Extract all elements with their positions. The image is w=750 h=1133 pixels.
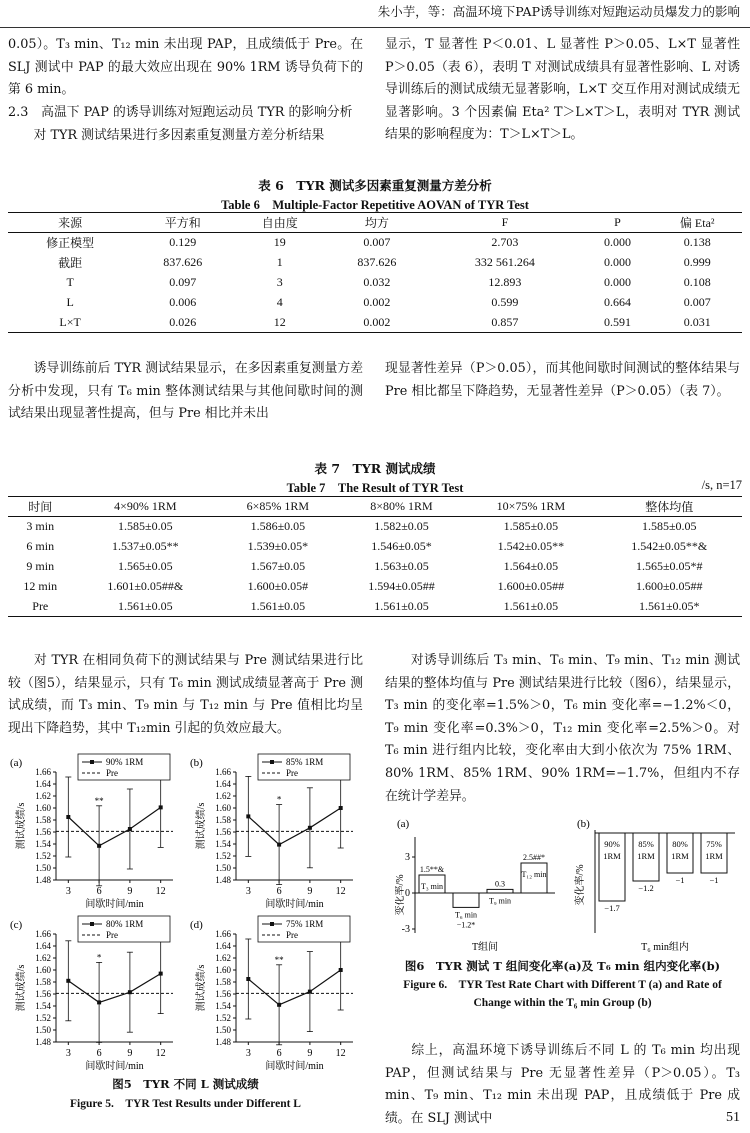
y-tick-label: 1.54	[215, 1001, 231, 1011]
table-cell: 1.567±0.05	[250, 559, 306, 573]
table7-header-cell: 4×90% 1RM	[114, 499, 177, 513]
legend-marker	[90, 922, 94, 926]
x-axis-label: T组间	[471, 942, 499, 953]
table-cell: 1.561±0.05*	[638, 598, 700, 613]
table6-header-cell: 来源	[58, 216, 83, 230]
x-tick-label: 12	[155, 1048, 166, 1059]
bar-value-label: −1	[709, 875, 719, 885]
y-tick-label: 1.58	[215, 815, 231, 825]
table6-header-cell: 自由度	[261, 216, 298, 230]
bar-category-label: 80%	[672, 839, 688, 849]
legend-label: 75% 1RM	[286, 919, 324, 929]
table-cell: 1.537±0.05**	[111, 539, 179, 553]
table6	[8, 212, 742, 333]
table-cell: 9 min	[26, 559, 55, 573]
significance-mark: *	[276, 794, 282, 805]
y-tick-label: 0	[405, 888, 410, 899]
y-tick-label: 1.62	[35, 953, 51, 963]
table-cell: 1.539±0.05*	[247, 539, 309, 553]
y-tick-label: 1.56	[35, 989, 51, 999]
x-tick-label: 3	[65, 1048, 71, 1059]
table-cell: 2.703	[491, 235, 519, 250]
table-row	[8, 273, 742, 293]
table-cell: 0.664	[603, 295, 631, 309]
bar-category-label: T₉ min	[488, 896, 512, 906]
table-cell: T	[66, 275, 74, 289]
bar-category-label: 75%	[706, 839, 722, 849]
y-tick-label: 1.48	[35, 1037, 51, 1047]
table7-header-cell: 8×80% 1RM	[370, 499, 433, 513]
series-line	[68, 974, 160, 1003]
y-tick-label: 1.62	[35, 791, 51, 801]
x-tick-label: 12	[155, 886, 166, 897]
x-axis-label: 间歇时间/min	[265, 899, 324, 910]
x-tick-label: 3	[245, 886, 251, 897]
table-cell: 0.002	[363, 295, 391, 309]
body-paragraph: 现显著性差异（P＞0.05），而其他间歇时间测试的整体结果与 Pre 相比都呈下降趋势，无显著性差异（P＞0.05）（表 7）。	[385, 361, 740, 399]
table-cell: 837.626	[163, 255, 203, 269]
y-tick-label: 1.50	[215, 863, 231, 873]
table-cell: 1.601±0.05##&	[107, 579, 184, 593]
table-cell: 0.591	[603, 314, 631, 329]
x-tick-label: 9	[307, 1048, 313, 1059]
table-cell: 0.007	[683, 295, 711, 309]
bar-category-label: T₁₂ min	[521, 870, 547, 879]
data-point	[97, 844, 101, 848]
figure5-caption-en: Figure 5. TYR Test Results under Different L	[70, 1098, 301, 1110]
table-cell: L	[66, 295, 74, 309]
data-point	[66, 815, 70, 819]
legend	[258, 916, 350, 942]
table7-header-cell: 10×75% 1RM	[496, 499, 566, 513]
table-cell: 4	[276, 295, 283, 309]
y-axis-label: 变化率/%	[575, 864, 586, 906]
table-row	[8, 537, 742, 557]
data-point	[246, 814, 250, 818]
y-tick-label: 1.56	[35, 827, 51, 837]
data-point	[66, 979, 70, 983]
y-tick-label: 1.60	[215, 803, 231, 813]
table-cell: 3	[276, 275, 283, 289]
table-row	[8, 557, 742, 577]
data-point	[308, 826, 312, 830]
table-cell: 12 min	[23, 579, 58, 593]
y-tick-label: 1.58	[215, 977, 231, 987]
table-row	[8, 233, 742, 253]
bar-chart-panel	[395, 818, 555, 953]
table-row	[8, 517, 742, 537]
table-cell: 1.561±0.05	[503, 598, 559, 613]
figure6-caption-cn: 图6 TYR 测试 T 组间变化率(a)及 T₆ min 组内变化率(b)	[404, 959, 721, 973]
table-cell: 12.893	[488, 275, 522, 289]
legend-marker	[270, 760, 274, 764]
data-point	[339, 806, 343, 810]
y-tick-label: 3	[405, 852, 410, 863]
y-tick-label: 1.66	[215, 767, 231, 777]
legend	[78, 916, 170, 942]
legend	[78, 754, 170, 780]
body-paragraph: 综上，高温环境下诱导训练后不同 L 的 T₆ min 均出现 PAP，但测试结果与 Pre 无显著性差异（P＞0.05）。T₃ min、T₉ min、T₁₂ min 未出现 PAP，且成绩低于 Pre 成绩。在 SLJ 测试中	[385, 1043, 740, 1126]
legend-label: Pre	[106, 930, 118, 940]
legend	[258, 754, 350, 780]
bar-value-label: −1.2	[638, 883, 654, 893]
y-tick-label: -3	[401, 924, 410, 935]
x-tick-label: 9	[127, 1048, 133, 1059]
table-cell: 1.600±0.05##	[497, 579, 565, 593]
table-cell: 1.561±0.05	[117, 598, 173, 613]
table-row	[8, 253, 742, 273]
y-tick-label: 1.56	[215, 827, 231, 837]
panel-label: (a)	[10, 757, 23, 769]
data-point	[246, 977, 250, 981]
table-cell: Pre	[32, 598, 49, 613]
table-cell: 截距	[58, 256, 83, 270]
y-axis-label: 测试成绩/s	[196, 802, 207, 850]
y-tick-label: 1.52	[215, 851, 231, 861]
table-cell: 837.626	[357, 255, 397, 269]
figure6-caption-en: Figure 6. TYR Test Rate Chart with Different T (a) and Rate of Change within the T₆ min Group (b)	[403, 979, 722, 1009]
table-cell: 1.563±0.05	[374, 559, 429, 573]
x-tick-label: 3	[65, 886, 71, 897]
y-tick-label: 1.52	[35, 1013, 51, 1023]
figure5-caption-cn: 图5 TYR 不同 L 测试成绩	[112, 1077, 259, 1091]
table-cell: 1.600±0.05#	[247, 579, 309, 593]
bar-category-label: 85%	[638, 839, 654, 849]
y-tick-label: 1.54	[215, 839, 231, 849]
table6-caption-cn: 表 6 TYR 测试多因素重复测量方差分析	[258, 178, 492, 193]
page-number: 51	[726, 1110, 740, 1125]
y-tick-label: 1.66	[35, 767, 51, 777]
bar-category-label: T₆ min	[454, 910, 478, 920]
table-cell: 0.599	[491, 295, 519, 309]
body-paragraph: 0.05）。T₃ min、T₁₂ min 未出现 PAP，且成绩低于 Pre。在 SLJ 测试中 PAP 的最大效应出现在 90% 1RM 诱导负荷下的第 6 min。	[8, 37, 363, 98]
bar-value-label: 0.3	[495, 879, 505, 889]
x-tick-label: 6	[96, 886, 102, 897]
data-point	[97, 1000, 101, 1004]
y-tick-label: 1.54	[35, 839, 51, 849]
bar-chart-panel	[573, 818, 735, 953]
data-point	[277, 1003, 281, 1007]
line-chart-panel	[190, 754, 353, 910]
table-cell: 1.546±0.05*	[371, 539, 432, 553]
bar-value-label: 1.5**&	[419, 865, 445, 874]
body-paragraph: 诱导训练前后 TYR 测试结果显示，在多因素重复测量方差分析中发现，只有 T₆ min 整体测试结果与其他间歇时间的测试结果出现显著性提高，但与 Pre 相比并未出	[8, 361, 363, 422]
y-tick-label: 1.48	[215, 875, 231, 885]
running-header: 朱小芋，等：高温环境下PAP诱导训练对短跑运动员爆发力的影响	[0, 0, 750, 28]
y-tick-label: 1.58	[35, 977, 51, 987]
bar-value-label: −1.7	[604, 903, 620, 913]
table6-header-cell: P	[614, 215, 621, 229]
x-tick-label: 6	[276, 1048, 282, 1059]
legend-label: 90% 1RM	[106, 757, 144, 767]
legend-label: Pre	[286, 930, 298, 940]
table-cell: 1.561±0.05	[250, 598, 306, 613]
table-cell: 1.565±0.05	[117, 559, 173, 573]
table-cell: 332 561.264	[474, 255, 535, 269]
table7-unit: /s, n=17	[701, 478, 742, 492]
bar-value-label: −1	[675, 875, 685, 885]
bar-category-label: 1RM	[671, 851, 689, 861]
table-cell: 0.000	[603, 275, 631, 289]
data-point	[277, 843, 281, 847]
table-cell: 1.564±0.05	[503, 559, 559, 573]
y-tick-label: 1.62	[215, 953, 231, 963]
table-cell: 0.032	[363, 275, 391, 289]
y-tick-label: 1.60	[215, 965, 231, 975]
table-cell: 0.002	[363, 314, 391, 329]
table7-header-cell: 6×85% 1RM	[246, 499, 310, 513]
line-chart-panel	[190, 916, 353, 1072]
bar-value-label: 2.5##*	[523, 853, 545, 862]
y-tick-label: 1.60	[35, 803, 51, 813]
x-tick-label: 6	[96, 1048, 102, 1059]
x-axis-label: T₆ min组内	[641, 942, 689, 953]
table-cell: 0.097	[169, 275, 197, 289]
data-point	[159, 805, 163, 809]
table-cell: 1.586±0.05	[250, 519, 306, 534]
table7-header-cell: 时间	[28, 500, 53, 514]
bar-category-label: 1RM	[705, 851, 723, 861]
table-row	[8, 577, 742, 597]
bar	[453, 893, 479, 907]
data-point	[128, 990, 132, 994]
y-axis-label: 测试成绩/s	[16, 802, 27, 850]
x-axis-label: 间歇时间/min	[85, 899, 144, 910]
table-cell: 0.000	[603, 255, 631, 269]
series-line	[68, 807, 160, 845]
line-chart-panel	[10, 916, 173, 1072]
series-line	[248, 970, 340, 1005]
data-point	[159, 972, 163, 976]
x-axis-label: 间歇时间/min	[265, 1061, 324, 1072]
table7	[8, 496, 742, 617]
table-row	[8, 313, 742, 333]
y-tick-label: 1.52	[215, 1013, 231, 1023]
x-tick-label: 12	[335, 1048, 346, 1059]
table-cell: 0.031	[683, 314, 711, 329]
table-cell: 3 min	[26, 519, 55, 534]
legend-marker	[270, 922, 274, 926]
table-cell: 0.000	[603, 235, 631, 250]
x-tick-label: 12	[335, 886, 346, 897]
table6-header-cell: 偏 Eta²	[679, 216, 715, 230]
data-point	[308, 990, 312, 994]
table-cell: 修正模型	[46, 236, 95, 251]
bar-category-label: 1RM	[603, 851, 621, 861]
bar-category-label: 1RM	[637, 851, 655, 861]
legend-marker	[90, 760, 94, 764]
table6-header-cell: 均方	[364, 216, 389, 230]
figure6-bar-charts	[395, 815, 740, 955]
table-cell: 0.007	[363, 235, 391, 250]
significance-mark: *	[96, 952, 102, 963]
table6-header-cell: 平方和	[164, 216, 201, 230]
table7-caption-en: Table 7 The Result of TYR Test	[286, 481, 464, 495]
y-tick-label: 1.54	[35, 1001, 51, 1011]
table-cell: 1	[276, 255, 283, 269]
table6-header-cell: F	[501, 215, 509, 229]
table7-header-cell: 整体均值	[645, 500, 694, 514]
y-axis-label: 测试成绩/s	[196, 964, 207, 1012]
panel-label: (b)	[577, 818, 590, 830]
body-paragraph: 显示，T 显著性 P＜0.01、L 显著性 P＞0.05、L×T 显著性 P＞0.05（表 6），表明 T 对测试成绩具有显著性影响、L 对诱导训练后的测试成绩无显著影响，L×T 交互作用对测试成绩无显著影响。3 个因素偏 Eta² T＞L×T＞L，表明对 TYR 测试结果的影响程度为：T＞L×T＞L。	[385, 37, 740, 143]
table-cell: 1.594±0.05##	[368, 579, 435, 593]
table-row	[8, 293, 742, 313]
table-cell: 0.138	[683, 235, 711, 250]
table-cell: 12	[273, 314, 286, 329]
body-paragraph: 对 TYR 测试结果进行多因素重复测量方差分析结果	[33, 128, 325, 143]
figure5-line-charts	[8, 752, 363, 1074]
section-heading: 2.3 高温下 PAP 的诱导训练对短跑运动员 TYR 的影响分析	[8, 105, 353, 120]
table-cell: 0.108	[683, 275, 711, 289]
body-paragraph: 对 TYR 在相同负荷下的测试结果与 Pre 测试结果进行比较（图5），结果显示，只有 T₆ min 测试成绩显著高于 Pre 测试成绩，而 T₃ min、T₉ min 与 T₁₂ min 与 Pre 值相比均呈现出下降趋势，其中 T₁₂min 引起的负效应最大。	[8, 653, 363, 736]
y-axis-label: 变化率/%	[395, 874, 406, 916]
table-cell: 0.129	[169, 235, 197, 250]
table-cell: 1.561±0.05	[374, 598, 429, 613]
table-cell: 0.026	[169, 314, 197, 329]
legend-label: Pre	[286, 768, 298, 778]
table-cell: 1.582±0.05	[374, 519, 429, 534]
series-line	[248, 808, 340, 845]
x-axis-label: 间歇时间/min	[85, 1061, 144, 1072]
bar-value-label: −1.2*	[456, 920, 476, 930]
y-tick-label: 1.64	[35, 779, 51, 789]
line-chart-panel	[10, 754, 173, 910]
body-paragraph: 对诱导训练后 T₃ min、T₆ min、T₉ min、T₁₂ min 测试结果的整体均值与 Pre 测试结果进行比较（图6），结果显示，T₃ min 的变化率=1.5%＞0，T₆ min 变化率=−1.2%＜0，T₉ min 变化率=0.3%＞0，T₁₂ min 变化率=2.5%＞0。对 T₆ min 进行组内比较，变化率由大到小依次为 75% 1RM、80% 1RM、85% 1RM、90% 1RM=−1.7%，但组内不存在统计学差异。	[385, 653, 740, 804]
y-tick-label: 1.64	[215, 779, 231, 789]
panel-label: (a)	[397, 818, 410, 830]
significance-mark: **	[94, 795, 104, 806]
table6-caption-en: Table 6 Multiple-Factor Repetitive AOVAN of TYR Test	[221, 198, 529, 212]
y-tick-label: 1.48	[35, 875, 51, 885]
legend-label: 85% 1RM	[286, 757, 324, 767]
x-tick-label: 3	[245, 1048, 251, 1059]
panel-label: (c)	[10, 919, 23, 931]
bar-category-label: T₃ min	[420, 882, 444, 891]
table-cell: 1.585±0.05	[641, 519, 697, 534]
significance-mark: **	[274, 954, 284, 965]
table-cell: 1.565±0.05*#	[635, 559, 703, 573]
y-tick-label: 1.48	[215, 1037, 231, 1047]
legend-label: Pre	[106, 768, 118, 778]
table-cell: 1.600±0.05##	[635, 579, 703, 593]
y-axis-label: 测试成绩/s	[16, 964, 27, 1012]
table-cell: 0.999	[683, 255, 711, 269]
table7-caption-cn: 表 7 TYR 测试成绩	[314, 461, 436, 476]
table-cell: 1.585±0.05	[117, 519, 173, 534]
bar	[487, 889, 513, 893]
x-tick-label: 9	[307, 886, 313, 897]
bar-category-label: 90%	[604, 839, 620, 849]
table-cell: L×T	[59, 314, 81, 329]
table-cell: 19	[273, 235, 286, 250]
y-tick-label: 1.62	[215, 791, 231, 801]
panel-label: (b)	[190, 757, 203, 769]
x-tick-label: 6	[276, 886, 282, 897]
table-cell: 0.006	[169, 295, 197, 309]
y-tick-label: 1.56	[215, 989, 231, 999]
data-point	[339, 968, 343, 972]
table-cell: 1.542±0.05**	[497, 539, 565, 553]
panel-label: (d)	[190, 919, 203, 931]
y-tick-label: 1.60	[35, 965, 51, 975]
y-tick-label: 1.64	[215, 941, 231, 951]
table-cell: 6 min	[26, 539, 55, 553]
y-tick-label: 1.50	[35, 1025, 51, 1035]
y-tick-label: 1.66	[215, 929, 231, 939]
y-tick-label: 1.64	[35, 941, 51, 951]
y-tick-label: 1.58	[35, 815, 51, 825]
table-cell: 0.857	[491, 314, 519, 329]
table-row	[8, 597, 742, 617]
data-point	[128, 827, 132, 831]
y-tick-label: 1.66	[35, 929, 51, 939]
y-tick-label: 1.52	[35, 851, 51, 861]
y-tick-label: 1.50	[215, 1025, 231, 1035]
table-cell: 1.542±0.05**&	[631, 539, 708, 553]
x-tick-label: 9	[127, 886, 133, 897]
y-tick-label: 1.50	[35, 863, 51, 873]
legend-label: 80% 1RM	[106, 919, 144, 929]
table-cell: 1.585±0.05	[503, 519, 559, 534]
